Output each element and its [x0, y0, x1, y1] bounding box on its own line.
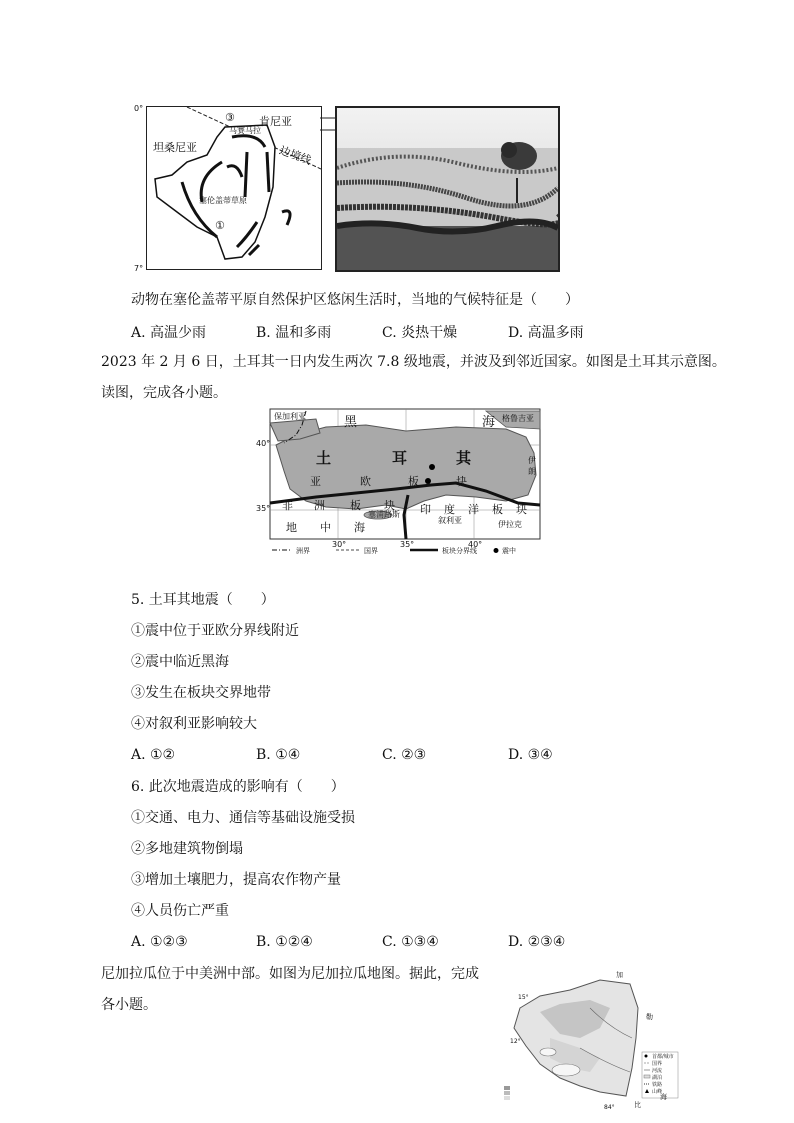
- black-sea-label-1: 黑: [344, 415, 358, 430]
- q6-item-4: ④人员伤亡严重: [131, 903, 229, 919]
- african-plate-1: 非: [282, 499, 293, 512]
- indian-plate-2: 度: [444, 503, 455, 516]
- turkey-intro-line2: 读图，完成各小题。: [101, 385, 227, 401]
- climate-option-b[interactable]: B. 温和多雨: [256, 325, 332, 341]
- q6-option-c[interactable]: C. ①③④: [382, 934, 439, 950]
- q6-item-3: ③增加土壤肥力，提高农作物产量: [131, 872, 341, 888]
- lon-30-label: 30°: [332, 540, 347, 549]
- lon-40-label: 40°: [468, 540, 483, 549]
- african-plate-4: 块: [384, 499, 395, 512]
- masai-mara-label: 马赛马拉: [229, 126, 261, 135]
- q5-option-d[interactable]: D. ③④: [508, 747, 553, 763]
- caribbean-label-4: 海: [660, 1093, 667, 1101]
- med-label-3: 海: [354, 521, 365, 534]
- nicaragua-lat-12: 12°: [510, 1038, 521, 1045]
- syria-label: 叙利亚: [438, 516, 462, 525]
- q5-stem: 5. 土耳其地震（ ）: [131, 592, 275, 608]
- nicaragua-lat-15: 15°: [518, 994, 529, 1001]
- q5-item-3: ③发生在板块交界地带: [131, 685, 271, 701]
- legend-continent-boundary: 洲界: [296, 547, 310, 555]
- nicaragua-legend-2: 国界: [652, 1061, 663, 1067]
- nicaragua-legend-6: 山峰: [652, 1089, 663, 1095]
- tanzania-label: 坦桑尼亚: [153, 141, 197, 154]
- turkey-map-legend: [270, 546, 540, 555]
- serengeti-migration-map: [146, 106, 322, 270]
- q5-option-a[interactable]: A. ①②: [131, 747, 176, 763]
- q5-item-4: ④对叙利亚影响较大: [131, 716, 257, 732]
- eurasian-plate-4: 块: [456, 475, 467, 488]
- caribbean-label-1: 加: [616, 971, 623, 979]
- q5-option-b[interactable]: B. ①④: [256, 747, 301, 763]
- nicaragua-intro-line1: 尼加拉瓜位于中美洲中部。如图为尼加拉瓜地图。据此，完成: [101, 966, 479, 982]
- lon-35-label: 35°: [400, 540, 415, 549]
- georgia-label: 格鲁吉亚: [502, 414, 534, 423]
- nicaragua-legend-3: 河流: [652, 1068, 663, 1074]
- nicaragua-legend-5: 铁路: [652, 1082, 663, 1088]
- climate-option-a[interactable]: A. 高温少雨: [131, 325, 207, 341]
- bulgaria-label: 保加利亚: [274, 412, 306, 421]
- eurasian-plate-3: 板: [408, 475, 419, 488]
- q6-item-1: ①交通、电力、通信等基础设施受损: [131, 810, 355, 826]
- caribbean-label-2: 勒: [646, 1013, 653, 1021]
- indian-plate-5: 块: [516, 503, 527, 516]
- q6-option-b[interactable]: B. ①②④: [256, 934, 313, 950]
- wildebeest-photo: [335, 106, 560, 272]
- q6-stem: 6. 此次地震造成的影响有（ ）: [131, 779, 345, 795]
- q6-item-2: ②多地建筑物倒塌: [131, 841, 243, 857]
- legend-plate-boundary: 板块分界线: [442, 547, 477, 555]
- q5-option-c[interactable]: C. ②③: [382, 747, 427, 763]
- q6-option-a[interactable]: A. ①②③: [131, 934, 188, 950]
- climate-question-stem: 动物在塞伦盖蒂平原自然保护区悠闲生活时，当地的气候特征是（ ）: [131, 292, 579, 308]
- marker-1: ①: [215, 219, 225, 232]
- nicaragua-lon-84: 84°: [604, 1104, 615, 1111]
- eurasian-plate-1: 亚: [310, 475, 321, 488]
- african-plate-2: 洲: [314, 499, 325, 512]
- lat-bottom-label: 7°: [134, 264, 144, 273]
- climate-option-d[interactable]: D. 高温多雨: [508, 325, 584, 341]
- lat-40-label: 40°: [256, 439, 271, 448]
- boundary-label: 边境线: [277, 143, 314, 168]
- turkey-map: [256, 405, 546, 555]
- nicaragua-intro-line2: 各小题。: [101, 997, 157, 1013]
- q6-option-d[interactable]: D. ②③④: [508, 934, 566, 950]
- lat-top-label: 0°: [134, 104, 144, 113]
- med-label-2: 中: [320, 521, 331, 534]
- q5-item-1: ①震中位于亚欧分界线附近: [131, 623, 299, 639]
- legend-symbols: [270, 546, 540, 555]
- turkey-label-3: 其: [456, 449, 472, 467]
- lat-35-label: 35°: [256, 504, 271, 513]
- serengeti-label: 塞伦盖蒂草原: [199, 196, 247, 205]
- q5-item-2: ②震中临近黑海: [131, 654, 229, 670]
- legend-national-boundary: 国界: [364, 547, 378, 555]
- black-sea-label-2: 海: [482, 415, 496, 430]
- caribbean-label-3: 比: [634, 1101, 641, 1109]
- turkey-intro-line1: 2023 年 2 月 6 日，土耳其一日内发生两次 7.8 级地震，并波及到邻近国家。如图是土耳其示意图。: [101, 354, 726, 370]
- iraq-label: 伊拉克: [498, 520, 522, 529]
- turkey-label-1: 土: [316, 449, 332, 467]
- eurasian-plate-2: 欧: [360, 475, 371, 488]
- indian-plate-4: 板: [492, 503, 503, 516]
- nicaragua-legend-4: 湖泊: [652, 1075, 663, 1081]
- legend-epicenter: 震中: [502, 547, 516, 555]
- climate-option-c[interactable]: C. 炎热干燥: [382, 325, 458, 341]
- kenya-label: 肯尼亚: [259, 115, 292, 128]
- cyprus-label: 塞浦路斯: [368, 510, 400, 519]
- african-plate-3: 板: [350, 499, 361, 512]
- nicaragua-legend-1: 首都/城市: [652, 1054, 674, 1060]
- iran-label: 伊朗: [528, 456, 536, 476]
- wildebeest-herd-image: [337, 108, 558, 270]
- med-label-1: 地: [286, 521, 297, 534]
- nicaragua-map: [500, 968, 680, 1113]
- turkey-label-2: 耳: [392, 449, 408, 467]
- marker-3: ③: [225, 111, 235, 124]
- indian-plate-3: 洋: [468, 503, 479, 516]
- turkey-map-drawing: [256, 405, 546, 555]
- indian-plate-1: 印: [420, 503, 431, 516]
